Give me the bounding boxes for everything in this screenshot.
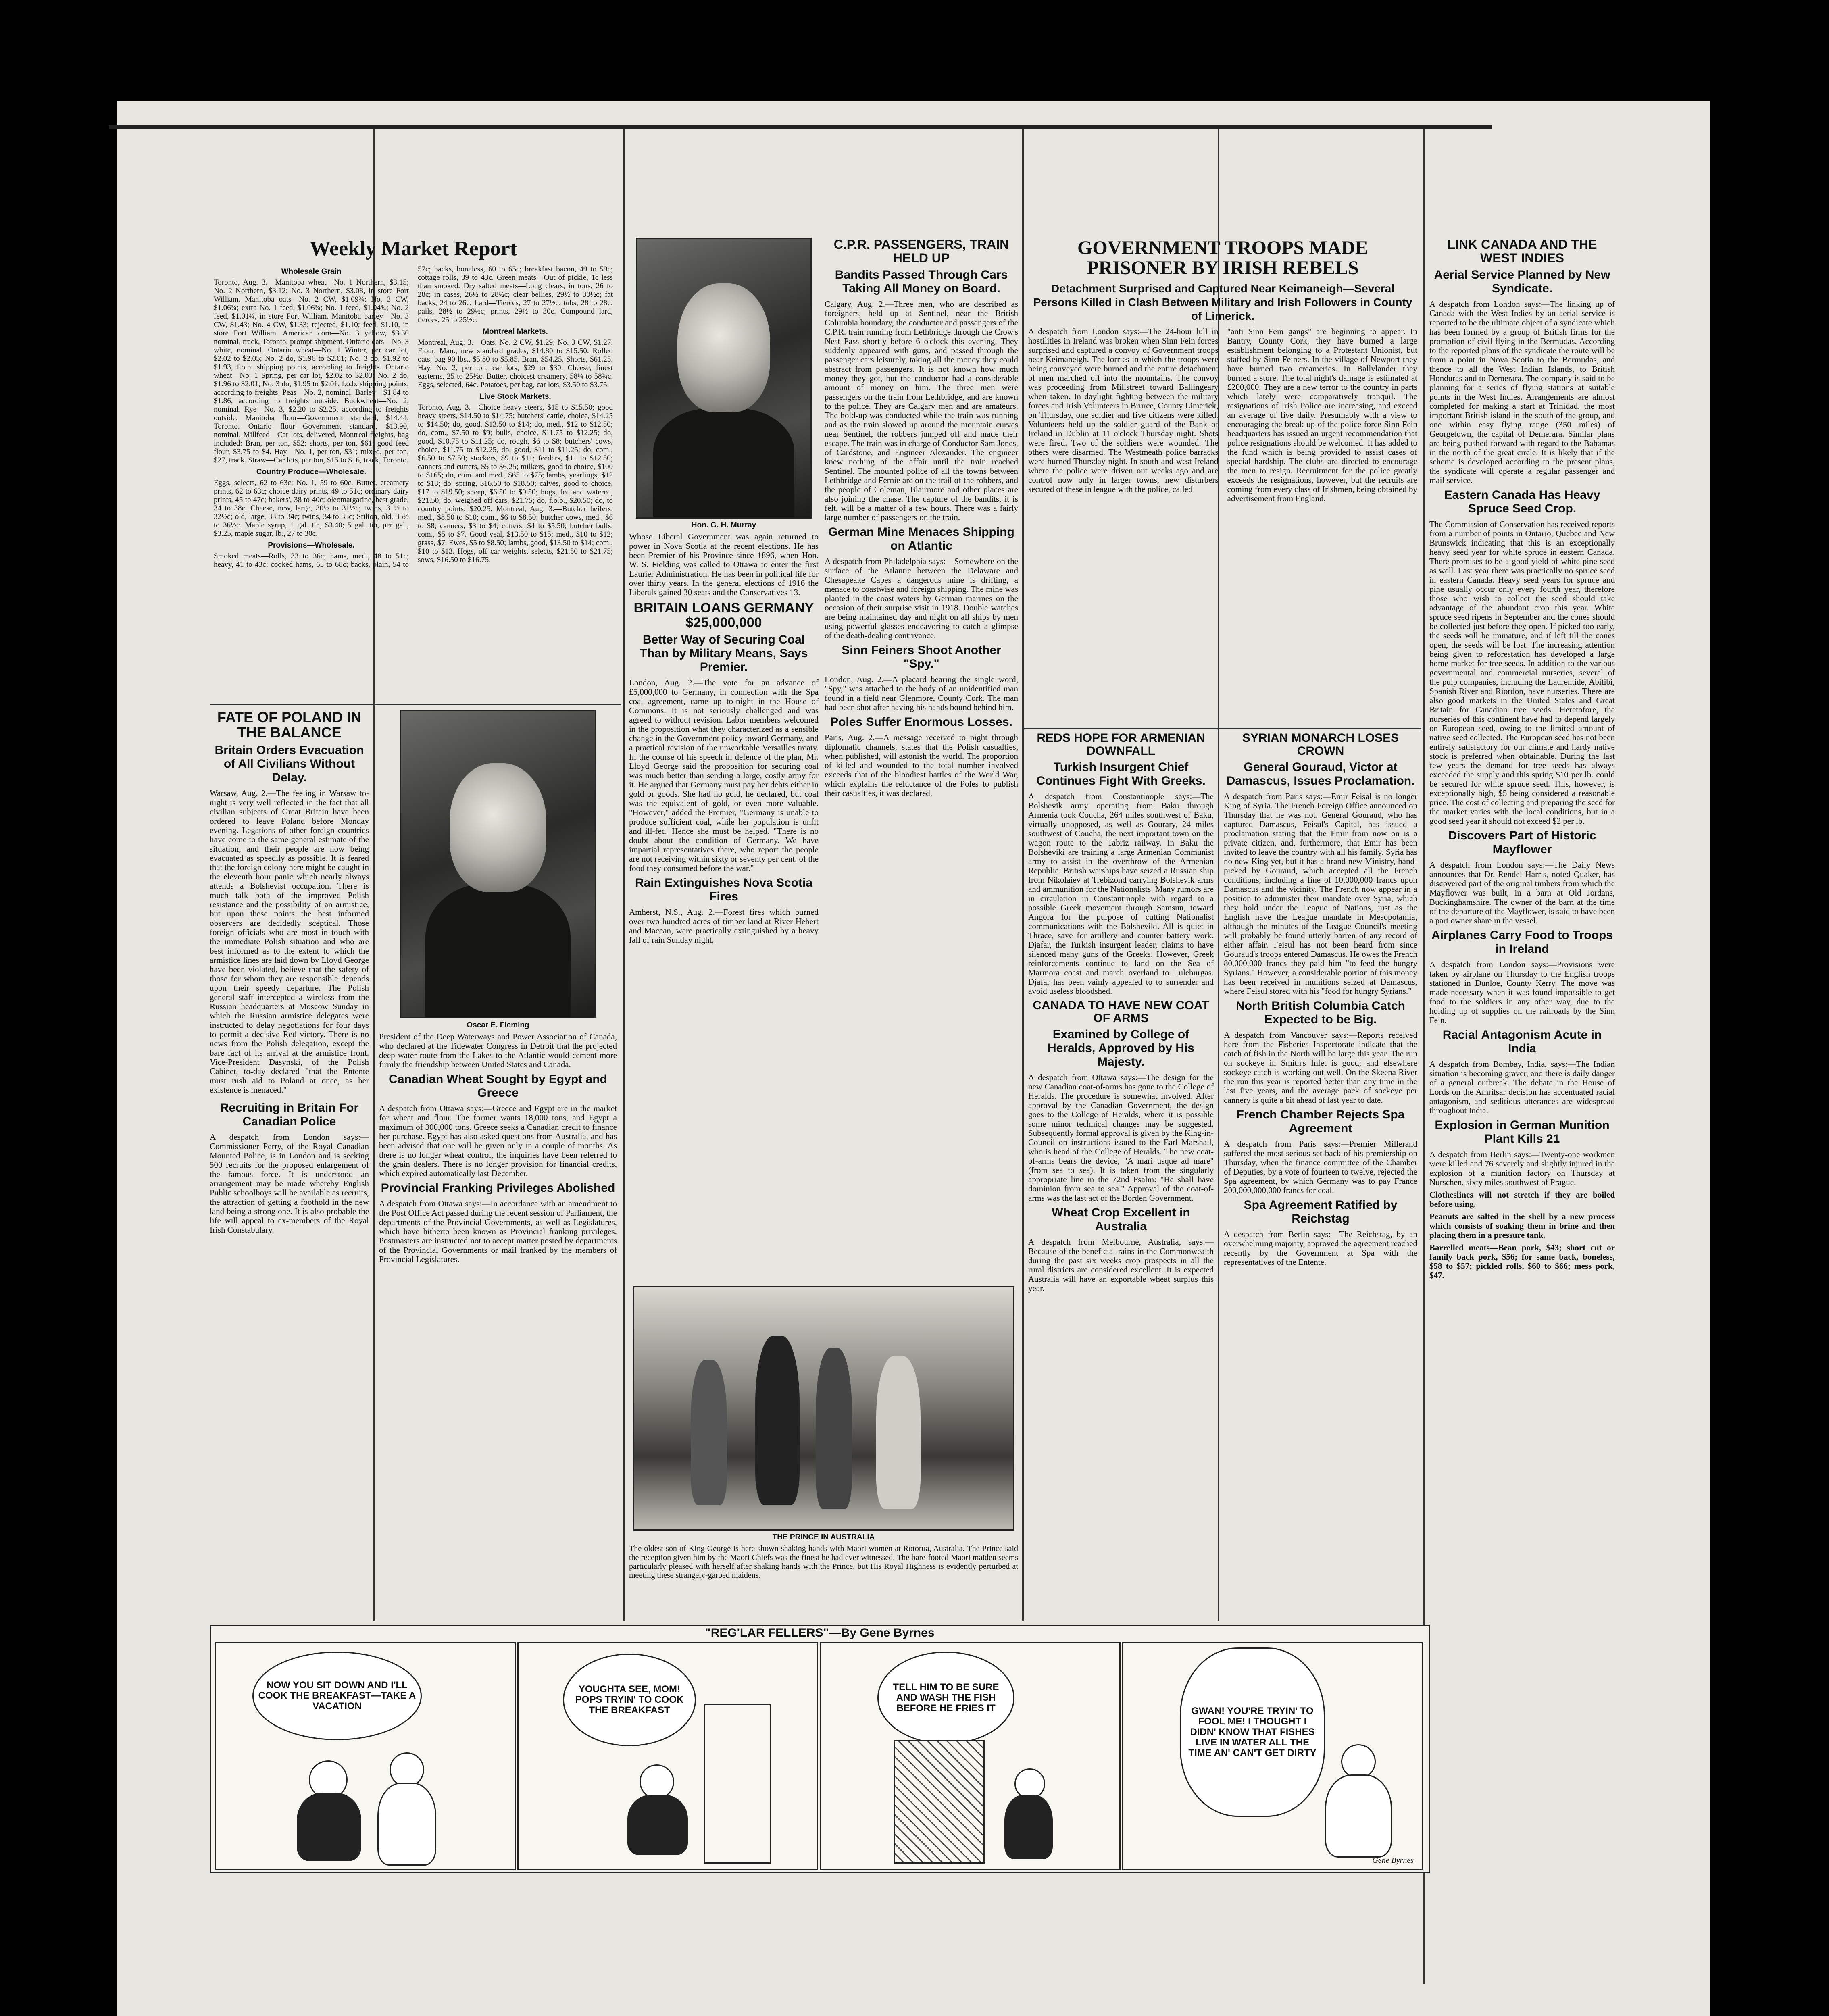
filler-meats: Barrelled meats—Bean pork, $43; short cut or family back pork, $56; for same back, boneless, $58 to $57; pickled rolls, $60 to $66; mess pork, $47. [1429,1243,1615,1281]
comic-figure-head [640,1764,674,1799]
comic-figure-head [1341,1744,1376,1779]
spa-text: A despatch from Berlin says:—The Reichstag, by an overwhelming majority, approved the agreement reached recently by the Government at Spa with the representatives of the Entente. [1224,1229,1417,1267]
spruce-headline: Eastern Canada Has Heavy Spruce Seed Crop. [1444,488,1600,516]
murray-photo [636,238,812,519]
mine-headline: German Mine Menaces Shipping on Atlantic [828,525,1014,553]
coat-subhead: Examined by College of Heralds, Approved by His Majesty. [1048,1028,1194,1068]
market-sub-livestock: Live Stock Markets. [479,392,551,401]
comic-panel-2 [517,1642,818,1870]
market-produce-text: Eggs, selects, 62 to 63c; No. 1, 59 to 60c. Butter, creamery prints, 62 to 63c; choice dairy prints, 49 to 51c; ordinary dairy prints, 45 to 47c; bakers', 38 to 40c; oleomargarine, best grade, 34 to 38c. Cheese, new, large, 30½ to 31½c; twins, 31½ to 32½c; old, large, 33 to 34c; twins, 34 to 35c; Stilton, old, 35½ to 36½c. Maple syrup, 1 gal. tin, $3.40; 5 gal. tin, per gal., $3.25, maple sugar, lb., 27 to 30c. [214,478,409,538]
wheat-headline: Canadian Wheat Sought by Egypt and Greece [389,1073,607,1100]
murray-caption: Hon. G. H. Murray [691,521,756,529]
explosion-headline: Explosion in German Munition Plant Kills 21 [1435,1118,1610,1146]
poland-headline: FATE OF POLAND IN THE BALANCE [217,710,362,741]
sinn-text: London, Aug. 2.—A placard bearing the single word, "Spy," was attached to the body of an unidentified man found in a field near Glenmore, County Cork. The man had been shot after having his hands bound behind him. [825,675,1018,712]
cpr-subhead: Bandits Passed Through Cars Taking All Money on Board. [835,268,1008,296]
chamber-text: A despatch from Paris says:—Premier Millerand suffered the most serious set-back of his premiership on Thursday, when the finance committee of the Chamber of Deputies, by a vote of fourteen to twelve, rejected the Spa agreement, by which Germany was to pay France 200,000,000,000 francs for coal. [1224,1139,1417,1195]
chamber-headline: French Chamber Rejects Spa Agreement [1236,1108,1405,1135]
salmon-headline: North British Columbia Catch Expected to be Big. [1235,999,1405,1026]
reds-subhead: Turkish Insurgent Chief Continues Fight With Greeks. [1036,760,1206,787]
loans-text: London, Aug. 2.—The vote for an advance of £5,000,000 to Germany, in connection with the Spa coal agreement, came up to-night in the House of Commons. It is not seriously challenged and was agreed to without revision. Labor members welcomed in the proposition what they characterized as a sensible change in the Government policy toward Germany, and a practical revision of the unworkable Versailles treaty. In the course of his speech in defence of the plan, Mr. Lloyd George said the proposition for securing coal was much better than sending a large, costly army for it. He argued that Germany must pay her debts either in gold or goods. She had no gold, he declared, but coal was the equivalent of gold, or even more valuable. "However," added the Premier, "Germany is unable to produce sufficient coal, while her population is unfit and ill-fed. Hence she must be helped. "There is no doubt about the condition of Germany. We have impartial representatives there, who report the people are not receiving within sixty or seventy per cent. of the food they consumed before the war." [629,678,819,873]
fleming-text: President of the Deep Waterways and Power Association of Canada, who declared at the Tidewater Congress in Detroit that the projected deep water route from the Lakes to the Atlantic would cement more firmly the friendship between United States and Canada. [379,1032,617,1069]
airplanes-headline: Airplanes Carry Food to Troops in Ireland [1431,929,1613,956]
market-grain-text: Toronto, Aug. 3.—Manitoba wheat—No. 1 Northern, $3.15; No. 2 Northern, $3.12; No. 3 Northern, $3.08, in store Fort William. Manitoba oats—No. 2 CW, $1.09¾; No. 3 CW, $1.06¾; extra No. 1 feed, $1.06¾; No. 1 feed, $1.04¾; No. 2 feed, $1.01¾, in store Fort William. Manitoba barley—No. 3 CW, $1.43; No. 4 CW, $1.33; rejected, $1.10; feed, $1.10, in store Fort William. American corn—No. 3 yellow, $3.30 nominal, track, Toronto, prompt shipment. Ontario oats—No. 3 white, nominal. Ontario wheat—No. 1 Winter, per car lot, $2.02 to $2.05; No. 2 do, $1.96 to $2.01; No. 3 do, $1.92 to $1.93, f.o.b. shipping points, according to freights. Ontario wheat—No. 1 Spring, per car lot, $2.02 to $2.03; No. 2 do, $1.96 to $2.01; No. 3 do, $1.95 to $2.01, f.o.b. shipping points, according to freights. Peas—No. 2, nominal. Barley—$1.84 to $1.86, according to freights outside. Buckwheat—No. 2, nominal. Rye—No. 3, $2.20 to $2.25, according to freights outside. Manitoba flour—Government standard, $14.44, Toronto. Ontario flour—Government standard, $13.90, nominal. Millfeed—Car lots, delivered, Montreal freights, bag included: Bran, per ton, $52; shorts, per ton, $61; good feed flour, $3.75 to $4. Hay—No. 1, per ton, $31; mixed, per ton, $27, track. Straw—Car lots, per ton, $15 to $16, track, Toronto. [214,278,409,464]
franking-headline: Provincial Franking Privileges Abolished [381,1181,615,1195]
racial-headline: Racial Antagonism Acute in India [1442,1028,1602,1056]
comic-figure [1004,1795,1053,1859]
column-seven [1429,238,1615,1891]
mine-text: A despatch from Philadelphia says:—Somewhere on the surface of the Atlantic between the Delaware and Chesapeake Capes a dangerous mine is drifting, a menace to coastwise and foreign shipping. The mine was planted in the coast waters by German marines on the occasion of their surprise visit in 1918. Double watches are being maintained day and night on all ships by men using powerful glasses endeavoring to catch a glimpse of the death-dealing contrivance. [825,556,1018,641]
market-report [214,238,613,702]
column-rule [1022,129,1024,1621]
comic-figure [627,1795,688,1855]
poland-article [210,710,369,1621]
reds-text: A despatch from Constantinople says:—The Bolshevik army operating from Baku through Armenia took Coucha, 264 miles southwest of Baku, virtually unopposed, as well as Gourary, 24 miles southwest of Coucha, the next important town on the wagon route to the Tabriz railway. In Baku the Bolsheviki are training a large Armenian Communist army to assist in the overthrow of the Armenian Republic. British warships have seized a Russian ship from Nikolaiev at Trebizond carrying Bolshevik arms and ammunition for the Nationalists. Many rumors are in circulation in Constantinople with regard to a possible Greek movement through Samsun, toward Angora for the purpose of cutting Nationalist communications with the Bolsheviki. All is quiet in Thrace, save for artillery and counter battery work. Djafar, the Turkish insurgent leader, claims to have silenced many guns of the Greeks. However, Greek reinforcements continue to land on the Sea of Marmora coast and march overland to Luleburgas. Djafar has been vainly appealed to to surrender and avoid useless bloodshed. [1028,791,1214,996]
poland-text: Warsaw, Aug. 2.—The feeling in Warsaw to-night is very well reflected in the fact that all civilian subjects of Great Britain have been ordered to leave Poland before Monday evening. Legations of other foreign countries have come to the same general estimate of the situation, and their people are now being evacuated as speedily as possible. It is feared that the foreign colony here might be caught in the eleventh hour panic which nearly always attends a Bolshevist occupation. There is much talk both of the improved Polish resistance and the possibility of an armistice, but upon these points the best informed observers are decidedly sceptical. Those foreign officials who are most in touch with the immediate Polish situation and who are best informed as to the extent to which the armistice lines are laid down by Lloyd George have been violated, believe that the safety of those for whom they are responsible depends upon their speedy departure. The Polish general staff intercepted a wireless from the Russian headquarters at Moscow Sunday in which the Russian armistice delegates were instructed to delay negotiations for four days to permit a decisive Red victory. There is no news from the Polish delegation, except the bare fact of its arrival at the armistice front. Vice-President Dasynski, of the Polish Cabinet, to-day declared "that the Entente must rush aid to Poland at once, as her existence is menaced." [210,788,369,1095]
syrian-headline: SYRIAN MONARCH LOSES CROWN [1242,732,1399,758]
link-subhead: Aerial Service Planned by New Syndicate. [1434,268,1610,296]
prince-photo [633,1286,1014,1531]
poles-text: Paris, Aug. 2.—A message received to night through diplomatic channels, states that the Polish casualties, when published, will astonish the world. The proportion of killed and wounded to the total number involved exceeds that of the bloodiest battles of the World War, which explains the reluctance of the Poles to publish their casualties, it was declared. [825,733,1018,798]
recruiting-text: A despatch from London says:—Commissioner Perry, of the Royal Canadian Mounted Police, is in London and is seeking 500 recruits for the proposed enlargement of the famous force. It is understood an arrangement may be made whereby English Public schoolboys will be available as recruits, the attraction of getting a foothold in the new land being a strong one. It is also probable the life will appeal to ex-members of the Royal Irish Constabulary. [210,1132,369,1235]
loans-headline: BRITAIN LOANS GERMANY $25,000,000 [633,600,814,630]
coat-text: A despatch from Ottawa says:—The design for the new Canadian coat-of-arms has gone to the College of Heralds. The procedure is somewhat involved. After approval by the Canadian Government, the design goes to the College of Heralds, where it is possible some minor technical changes may be suggested. Subsequently formal approval is given by the King-in-Council on instructions issued to the Earl Marshall, who is head of the College of Heralds. The new coat-of-arms bears the device, "A mari usque ad mare" (from sea to sea). It is taken from the singularly appropriate line in the 72nd Psalm: "He shall have dominion from sea to sea." Approval of the coat-of-arms was the last act of the Borden Government. [1028,1073,1214,1203]
filler-peanuts: Peanuts are salted in the shell by a new process which consists of soaking them in brine and then placing them in a pressure tank. [1429,1212,1615,1240]
market-provisions-text: Smoked meats—Rolls, 33 to 36c; hams, med., 48 to 51c; heavy, 41 to 43c; cooked hams, 65 to 68c; backs, plain, 54 to 57c; backs, boneless, 60 to 65c; breakfast bacon, 49 to 59c; cottage rolls, 39 to 43c. Green meats—Out of pickle, 1c less than smoked. Dry salted meats—Long clears, in tons, 26 to 28c; in cases, 26½ to 28½c; clear bellies, 29½ to 30½c; fat backs, 24 to 26c. Lard—Tierces, 27 to 27½c; tubs, 28 to 28c; pails, 28½ to 29½c; prints, 29½ to 30c. Compound lard, tierces, 25 to 25½c. [214,264,613,569]
comic-panel-3 [820,1642,1121,1870]
comic-figure [1325,1774,1392,1858]
prince-article [629,1286,1018,1621]
comic-bubble-1: NOW YOU SIT DOWN AND I'LL COOK THE BREAKFAST—TAKE A VACATION [252,1652,422,1740]
column-three [629,238,819,1286]
comic-bubble-3: TELL HIM TO BE SURE AND WASH THE FISH BEFORE HE FRIES IT [877,1652,1014,1744]
loans-subhead: Better Way of Securing Coal Than by Military Means, Says Premier. [640,633,808,674]
link-headline: LINK CANADA AND THE WEST INDIES [1447,238,1597,265]
column-rule [623,129,625,1621]
cpr-headline: C.P.R. PASSENGERS, TRAIN HELD UP [833,238,1009,265]
wheat-text: A despatch from Ottawa says:—Greece and Egypt are in the market for wheat and flour. The former wants 18,000 tons, and Egypt a maximum of 300,000 tons. Greece seeks a Canadian credit to finance her purchase. Egypt has also asked questions from Australia, and has been advised that one will be given only in a couple of months. As there is no longer wheat control, the inquiries have been referred to the grain dealers. There is no longer provision for financial credits, which expired automatically last December. [379,1104,617,1178]
crop-text: A despatch from Melbourne, Australia, says:—Because of the beneficial rains in the Commonwealth during the past six weeks crop prospects in all the rural districts are considered excellent. It is expected Australia will have an exportable wheat surplus this year. [1028,1237,1214,1293]
poland-subhead: Britain Orders Evacuation of All Civilians Without Delay. [215,743,364,784]
mayflower-headline: Discovers Part of Historic Mayflower [1448,829,1596,856]
airplanes-text: A despatch from London says:—Provisions were taken by airplane on Thursday to the English troops stationed in Dunloe, County Kerry. The move was made necessary when it was found impossible to get food to the soldiers in any other way, due to the holding up of supplies on the railroads by the Sinn Fein. [1429,960,1615,1025]
syrian-text: A despatch from Paris says:—Emir Feisal is no longer King of Syria. The French Foreign Office announced on Thursday that he was not. General Gouraud, who has captured Damascus, Feisul's Capital, has issued a proclamation stating that the Emir from now on is a private citizen, and, furthermore, that Emir has been invited to leave the country with all his family. Syria has no new King yet, but it has a brand new Ministry, hand-picked by Gouraud, which accepted all the French conditions, including a fine of 10,000,000 francs upon Damascus and the vicinity. The French now appear in a position to administer their mandate over Syria, which they hold under the League of Nations, just as the English have the League mandate in Mesopotamia, although the minutes of the League Council's meeting will probably be found utterly barren of any record of either affair. Feisul has not been heard from since Gouraud's troops entered Damascus. He owes the French 80,000,000 francs they paid him "to feed the hungry Syrians." However, a considerable portion of this money has been received in munitions seized at Damascus, where Feisul stored with his "food for hungry Syrians." [1224,791,1417,996]
salmon-text: A despatch from Vancouver says:—Reports received here from the Fisheries Inspectorate indicate that the catch of fish in the North will be large this year. The run on sockeye in Smith's Inlet is good; and elsewhere sockeye catch is working out well. On the Skeena River the run this year is reported better than any time in the last five years, and the average pack of sockeye per cannery is quite a bit ahead of last year to date. [1224,1030,1417,1105]
market-livestock-text: Toronto, Aug. 3.—Choice heavy steers, $15 to $15.50; good heavy steers, $14.50 to $14.75; butchers' cattle, choice, $14.25 to $14.50; do, good, $13.50 to $14; do, med., $12 to $12.50; do, com., $7.50 to $9; bulls, choice, $11.75 to $12.25; do, good, $10.75 to $11.25; do, rough, $6 to $8; butchers' cows, choice, $11.75 to $12.25, do, good, $11 to $11.25; do, com., $6.50 to $7.50; stockers, $9 to $11; feeders, $11 to $12.50; canners and cutters, $5 to $6.25; milkers, good to choice, $100 to $165; do, com. and med., $65 to $75; lambs, yearlings, $12 to $13; do, spring, $16.50 to $18.50; calves, good to choice, $17 to $19.50; sheep, $6.50 to $9.50; hogs, fed and watered, $21.50; do, weighed off cars, $21.75; do, f.o.b., $20.50; do, to country points, $20.25. Montreal, Aug. 3.—Butcher heifers, med., $8.50 to $10; com., $6 to $8.50; butcher cows, med., $6 to $8; canners, $3 to $4; cutters, $4 to $5.50; butcher bulls, com., $5 to $7. Good veal, $13.50 to $15; med., $10 to $12; grass, $7. Ewes, $5 to $8.50; lambs, good, $13.50 to $14; com., $10 to $13. Hogs, off car weights, selects, $21.50 to $21.75; sows, $16.50 to $16.75. [418,403,613,564]
market-montreal-text: Montreal, Aug. 3.—Oats, No. 2 CW, $1.29; No. 3 CW, $1.27. Flour, Man., new standard grades, $14.80 to $15.50. Rolled oats, bag 90 lbs., $5.80 to $5.85. Bran, $54.25. Shorts, $61.25. Hay, No. 2, per ton, car lots, $29 to $30. Cheese, finest easterns, 25 to 25½c. Butter, choicest creamery, 58¼ to 58¾c. Eggs, selected, 64c. Potatoes, per bag, car lots, $3.50 to $3.75. [418,338,613,389]
rain-headline: Rain Extinguishes Nova Scotia Fires [635,876,813,904]
comic-bubble-4: GWAN! YOU'RE TRYIN' TO FOOL ME! I THOUGHT I DIDN' KNOW THAT FISHES LIVE IN WATER ALL THE TIME AN' CAN'T GET DIRTY [1180,1647,1325,1817]
comic-gate [894,1740,985,1864]
filler-clotheslines: Clotheslines will not stretch if they are boiled before using. [1429,1190,1615,1209]
govt-text-a: A despatch from London says:—The 24-hour lull in hostilities in Ireland was broken when Sinn Fein forces surprised and captured a convoy of Government troops near Keimaneigh. The lorries in which the troops were being conveyed were burned and the entire detachment of men marched off into the mountains. The convoy was proceeding from Millstreet toward Ballingeary when taken. In daylight fighting between the military forces and Irish Volunteers in Bruree, County Limerick, on Thursday, one soldier and five citizens were killed. Volunteers held up the soldier guard of the Bank of Ireland in Dublin at 11 o'clock Thursday night. Shots were fired. Two of the soldiers were wounded. The others were disarmed. The Westmeath police barracks were burned Thursday night. In south and west Ireland where the police were driven out weeks ago and are control now only in larger towns, new disturbers secured of these in league with the police, called [1028,326,1219,494]
prince-caption: THE PRINCE IN AUSTRALIA [772,1533,875,1541]
govt-text-b: "anti Sinn Fein gangs" are beginning to appear. In Bantry, County Cork, they have burned a large establishment belonging to a Protestant Unionist, but staffed by Sinn Feiners. In the village of Newport they have burned two creameries. In Ballylander they burned a store. The total night's damage is estimated at £200,000. They are a new terror to the country in parts which lately were comparatively tranquil. The resignations of Irish Police are increasing, and exceed an average of five daily. Presumably with a view to encouraging the break-up of the police force Sinn Fein headquarters has issued an urgent recommendation that police resignations should be welcomed. It has added to the fund which is being provided to assist cases of special hardship. The clubs are directed to encourage the men to resign. Recruitment for the police greatly exceeds the resignations, however, but the recruits are coming from every class of Irishmen, being obtained by advertisement from England. [1227,326,1417,503]
syrian-subhead: General Gouraud, Victor at Damascus, Issues Proclamation. [1226,760,1415,787]
govt-subhead: Detachment Surprised and Captured Near Keimaneigh—Several Persons Killed in Clash Between Military and Irish Followers in County of Limerick. [1033,282,1412,322]
comic-title: "REG'LAR FELLERS"—By Gene Byrnes [705,1626,935,1639]
govt-article [1028,238,1417,730]
market-sub-grain: Wholesale Grain [281,267,342,276]
prince-text: The oldest son of King George is here shown shaking hands with Maori women at Rotorua, Australia. The Prince said the reception given him by the Maori Chiefs was the finest he had ever witnessed. The bare-footed Maori maiden seems particularly pleased with herself after shaking hands with the Prince, but His Royal Highness is evidently perturbed at meeting these strangely-garbed maidens. [629,1544,1018,1580]
column-six-lower [1224,732,1417,1619]
spruce-text: The Commission of Conservation has received reports from a number of points in Ontario, Quebec and New Brunswick indicating that this is an exceptionally heavy seed year for white spruce in eastern Canada. There promises to be a good yield of white pine seed as well. Last year there was practically no spruce seed in eastern Canada. Heavy seed years for spruce and pine usually occur only every fourth year, therefore those who wish to collect the seed should take advantage of the abundant crop this year. White spruce seed ripens in September and the cones should be collected just before they open. If picked too early, the seeds will be immature, and if left till the cones open, the seeds will be lost. The increasing attention being given to reforestation has developed a large home market for tree seeds. In addition to the various governmental and commercial nurseries, several of the pulp companies, including the Laurentide, Abitibi, Spanish River and Riordon, have nurseries. There are also good markets in the United States and Great Britain for Canadian tree seeds. Heretofore, the nurseries of this continent have had to depend largely on European seed, owing to the limited amount of native seed collected. The European seed has not been entirely satisfactory for our climate and hardy native stock is preferred when obtainable. During the last few years the demand for tree seeds has always exceeded the supply and this spring $10 per lb. could be secured for white spruce seed. This, however, is exceptionally high, $5 being considered a reasonable price. The cost of collecting and preparing the seed for the market varies with the local conditions, but in a good seed year it should not exceed $2 per lb. [1429,519,1615,826]
market-title: Weekly Market Report [309,238,517,260]
murray-text: Whose Liberal Government was again returned to power in Nova Scotia at the recent elections. He has been Premier of his Province since 1896, when Hon. W. S. Fielding was called to Ottawa to enter the first Laurier Administration. He has been in political life for over thirty years. In the general elections of 1916 the Liberals gained 30 seats and the Conservatives 13. [629,532,819,597]
fleming-photo [400,710,596,1018]
mayflower-text: A despatch from London says:—The Daily News announces that Dr. Rendel Harris, noted Quaker, has discovered part of the original timbers from which the Mayflower was built, in a barn at Old Jordans, Buckinghamshire. The owner of the barn at the time of the departure of the Mayflower, is said to have been a part owner share in the vessel. [1429,860,1615,926]
column-five-lower [1028,732,1214,1619]
comic-figure-head [390,1752,424,1787]
comic-panel-1 [215,1642,516,1870]
comic-strip [210,1625,1430,1873]
column-two-lower [379,710,617,1621]
crop-headline: Wheat Crop Excellent in Australia [1052,1206,1190,1233]
comic-bubble-2: YOUGHTA SEE, MOM! POPS TRYIN' TO COOK THE BREAKFAST [563,1654,696,1746]
cpr-text: Calgary, Aug. 2.—Three men, who are described as foreigners, held up at Sentinel, near the British Columbia boundary, the conductor and passengers of the C.P.R. train running from Lethbridge through the Crow's Nest Pass shortly before 6 o'clock this evening. They suddenly appeared with guns, and passed through the passenger cars leisurely, taking all the money they could abstract from passengers. It is not known how much money they got, but the conductor had a considerable amount of money on him. The three men were passengers on the train from Lethbridge, and are known to the police. They are Calgary men and are amateurs. The hold-up was conducted while the train was running and as the train slowed up around the mountain curves near Sentinel, the robbers jumped off and made their escape. The train was in charge of Conductor Sam Jones, of Cardstone, and Engineer Alexander. The engineer knew nothing of the affair until the train reached Sentinel. The mounted police of all the towns between Lethbridge and Fernie are on the trail of the robbers, and the people of Coleman, Blairmore and other places are also joining the chase. The capture of the bandits, it is felt, will be a matter of a few hours. There was a fairly large number of passengers on the train. [825,299,1018,523]
comic-figure [377,1783,436,1866]
racial-text: A despatch from Bombay, India, says:—The Indian situation is becoming graver, and there is daily danger of a general outbreak. The debate in the House of Lords on the Amritsar decision has accentuated racial antagonism, and seditious utterances are widespread throughout India. [1429,1059,1615,1116]
column-four [825,238,1018,1286]
comic-figure [297,1793,361,1861]
explosion-text: A despatch from Berlin says:—Twenty-one workmen were killed and 76 severely and slightly injured in the explosion of a munition factory on Thursday at Nurschen, sixty miles southwest of Prague. [1429,1150,1615,1187]
govt-headline: GOVERNMENT TROOPS MADE PRISONER BY IRISH REBELS [1077,238,1368,279]
section-rule [210,704,621,705]
poles-headline: Poles Suffer Enormous Losses. [830,715,1012,729]
rain-text: Amherst, N.S., Aug. 2.—Forest fires which burned over two hundred acres of timber land at River Hebert and Maccan, were practically extinguished by a heavy fall of rain Sunday night. [629,907,819,945]
market-sub-provisions: Provisions—Wholesale. [268,541,355,550]
fleming-caption: Oscar E. Fleming [467,1021,529,1029]
comic-signature: Gene Byrnes [1372,1856,1414,1865]
link-text: A despatch from London says:—The linking up of Canada with the West Indies by an aerial service is reported to be the ultimate object of a syndicate which has been formed by a group of British firms for the promotion of civil flying in the Bermudas. According to the reported plans of the syndicate the route will be from a point in Nova Scotia to the Bermudas, and thence to all the West Indian Islands, to British Honduras and to Demerara. The company is said to be planning for a series of flying stations at suitable points in the West Indies. Arrangements are almost completed for making a start at Trinidad, the most important British island in the south of the group, and one within easy flying range (350 miles) of Georgetown, the capital of Demerara. Similar plans are being pushed forward with regard to the Bahamas in the north of the great circle. It is likely that if the scheme is developed according to the present plans, the syndicate will operate a regular passenger and mail service. [1429,299,1615,485]
coat-headline: CANADA TO HAVE NEW COAT OF ARMS [1033,999,1209,1025]
franking-text: A despatch from Ottawa says:—In accordance with an amendment to the Post Office Act passed during the recent session of Parliament, the departments of the Provincial Governments, as well as Legislatures, which have hitherto been known as Provincial franking privileges. Postmasters are instructed not to accept matter posted by departments of the Provincial Governments or mail franked by the members of Provincial Legislatures. [379,1199,617,1264]
comic-panel-4 [1122,1642,1423,1870]
section-rule [1024,728,1421,729]
market-sub-montreal: Montreal Markets. [483,327,548,336]
reds-headline: REDS HOPE FOR ARMENIAN DOWNFALL [1037,732,1205,758]
sinn-headline: Sinn Feiners Shoot Another "Spy." [842,644,1001,671]
comic-door [704,1704,771,1864]
masthead-rule [109,125,1492,129]
recruiting-headline: Recruiting in Britain For Canadian Police [220,1101,359,1128]
spa-headline: Spa Agreement Ratified by Reichstag [1244,1198,1398,1225]
market-sub-produce: Country Produce—Wholesale. [256,467,367,476]
